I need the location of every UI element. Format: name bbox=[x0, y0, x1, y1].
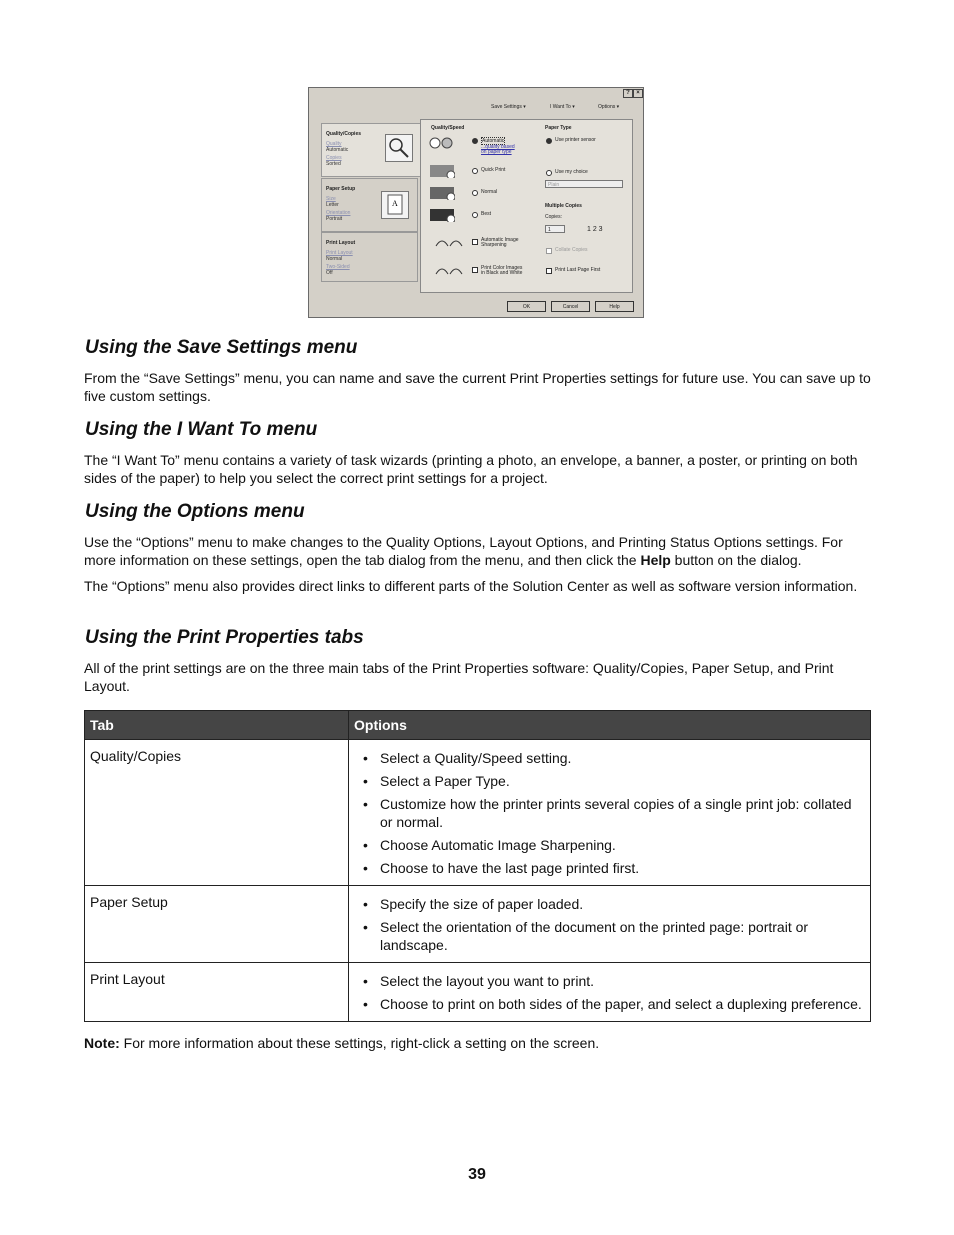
list-item: • Specify the size of paper loaded. bbox=[363, 896, 584, 912]
collate-label: Collate Copies bbox=[555, 247, 588, 253]
list-item: • Select the orientation of the document on the printed page: portrait or landscape. bbox=[363, 919, 809, 953]
i-want-to-heading: Using the I Want To menu bbox=[85, 419, 318, 440]
normal-quality-icon bbox=[429, 186, 455, 200]
black-white-icon bbox=[434, 264, 460, 278]
list-item: • Select the layout you want to print. bbox=[363, 973, 595, 989]
save-settings-heading: Using the Save Settings menu bbox=[85, 337, 358, 358]
tab-link-copies[interactable]: Copies bbox=[326, 155, 342, 161]
automatic-label: Automatic bbox=[482, 138, 505, 144]
tab-value: Letter bbox=[326, 202, 339, 208]
sharpen-checkbox[interactable] bbox=[472, 239, 478, 245]
help-emphasis: Help bbox=[640, 552, 671, 568]
table-header-options: Options bbox=[349, 711, 871, 740]
quick-print-icon bbox=[429, 164, 455, 178]
print-properties-heading: Using the Print Properties tabs bbox=[85, 627, 364, 648]
paper-type-select[interactable]: Plain bbox=[545, 180, 623, 188]
menu-save-settings[interactable]: Save Settings ▾ bbox=[491, 104, 526, 110]
table-cell-tab: Quality/Copies bbox=[85, 740, 349, 886]
tab-print-layout[interactable]: Print Layout Print Layout Normal Two-Sided Off bbox=[321, 232, 418, 282]
list-item: • Choose Automatic Image Sharpening. bbox=[363, 837, 616, 853]
list-item: • Select a Quality/Speed setting. bbox=[363, 750, 572, 766]
note-label: Note: bbox=[84, 1035, 120, 1051]
save-settings-text: From the “Save Settings” menu, you can name and save the current Print Properties settings for future use. You can save up to five custom settings. bbox=[84, 370, 871, 404]
table-row bbox=[85, 740, 871, 886]
list-item: • Choose to have the last page printed first. bbox=[363, 860, 640, 876]
dialog-titlebar bbox=[309, 88, 643, 98]
last-first-label: Print Last Page First bbox=[555, 267, 601, 273]
svg-text:A: A bbox=[392, 199, 398, 208]
menu-i-want-to[interactable]: I Want To ▾ bbox=[550, 104, 575, 110]
tab-value: Sorted bbox=[326, 161, 341, 167]
tab-value: Normal bbox=[326, 256, 343, 262]
help-button[interactable]: Help bbox=[595, 301, 634, 312]
table-cell-options bbox=[349, 740, 871, 886]
list-item: • Customize how the printer prints several copies of a single print job: collated or normal. bbox=[363, 796, 852, 830]
tab-link-two-sided[interactable]: Two-Sided bbox=[326, 264, 350, 270]
use-sensor-label: Use printer sensor bbox=[555, 137, 596, 143]
best-quality-icon bbox=[429, 208, 455, 222]
options-text-2: The “Options” menu also provides direct links to different parts of the Solution Center as well as software version information. bbox=[84, 578, 858, 594]
collate-checkbox[interactable] bbox=[546, 248, 552, 254]
tab-value: Automatic bbox=[326, 147, 349, 153]
tab-link-size[interactable]: Size bbox=[326, 196, 336, 202]
black-white-label: Print Color Images in Black and White bbox=[481, 265, 523, 276]
magnifier-icon bbox=[385, 134, 413, 162]
sharpen-label: Automatic Image Sharpening bbox=[481, 237, 519, 248]
radio-automatic[interactable] bbox=[472, 138, 478, 144]
tabs-options-table bbox=[84, 710, 871, 1022]
tab-paper-setup[interactable]: Paper Setup Size Letter Orientation Portrait A bbox=[321, 178, 418, 232]
quality-speed-heading: Quality/Speed bbox=[431, 125, 465, 131]
black-white-checkbox[interactable] bbox=[472, 267, 478, 273]
note-text bbox=[84, 1034, 874, 1052]
table-cell-tab: Print Layout bbox=[85, 963, 349, 1022]
cancel-button[interactable]: Cancel bbox=[551, 301, 590, 312]
normal-label: Normal bbox=[481, 189, 498, 195]
quick-print-label: Quick Print bbox=[481, 167, 506, 173]
best-label: Best bbox=[481, 211, 492, 217]
quality-based-link[interactable]: ...quality based on paper type bbox=[481, 144, 515, 155]
sharpen-icon bbox=[434, 236, 460, 250]
radio-best[interactable] bbox=[472, 212, 478, 218]
table-cell-options bbox=[349, 963, 871, 1022]
multiple-copies-heading: Multiple Copies bbox=[545, 203, 582, 209]
use-choice-label: Use my choice bbox=[555, 169, 588, 175]
note-body: For more information about these settings, right-click a setting on the screen. bbox=[119, 1035, 600, 1051]
list-item: • Select a Paper Type. bbox=[363, 773, 510, 789]
tab-value: Portrait bbox=[326, 216, 343, 222]
collate-icon: 1 2 3 bbox=[587, 226, 603, 233]
tab-link-orientation[interactable]: Orientation bbox=[326, 210, 351, 216]
options-text-1-start: Use the “Options” menu to make changes to the Quality Options, Layout Options, and Printing Status Options settings. For more information on these settings, open the tab dialog from the menu, and then click the bbox=[84, 534, 843, 568]
copies-input[interactable]: 1 bbox=[545, 225, 565, 233]
ok-button[interactable]: OK bbox=[507, 301, 546, 312]
last-first-checkbox[interactable] bbox=[546, 268, 552, 274]
automatic-quality-icon bbox=[429, 136, 455, 150]
close-title-button[interactable]: × bbox=[633, 89, 643, 98]
menu-options[interactable]: Options ▾ bbox=[598, 104, 620, 110]
table-row bbox=[85, 963, 871, 1022]
radio-normal[interactable] bbox=[472, 190, 478, 196]
table-row bbox=[85, 886, 871, 963]
table-cell-options bbox=[349, 886, 871, 963]
options-text-1-end: button on the dialog. bbox=[670, 552, 802, 568]
page-number: 39 bbox=[468, 1166, 486, 1183]
options-text-1 bbox=[84, 533, 874, 569]
radio-use-choice[interactable] bbox=[546, 170, 552, 176]
list-item: • Choose to print on both sides of the paper, and select a duplexing preference. bbox=[363, 996, 862, 1012]
print-properties-text: All of the print settings are on the three main tabs of the Print Properties software: Quality/Copies, Paper Setup, and Print Layout. bbox=[84, 660, 834, 694]
table-cell-tab: Paper Setup bbox=[85, 886, 349, 963]
page-icon bbox=[381, 191, 409, 219]
copies-label: Copies: bbox=[545, 214, 562, 220]
print-properties-screenshot bbox=[308, 87, 644, 318]
tab-quality-copies[interactable]: Quality/Copies Quality Automatic Copies Sorted bbox=[321, 123, 421, 177]
help-title-button[interactable]: ? bbox=[623, 89, 633, 98]
options-heading: Using the Options menu bbox=[85, 501, 305, 522]
table-header-tab: Tab bbox=[85, 711, 349, 740]
i-want-to-text: The “I Want To” menu contains a variety of task wizards (printing a photo, an envelope, a banner, a poster, or printing on both sides of the paper) to help you select the correct print settings for a project. bbox=[84, 452, 858, 486]
paper-type-heading: Paper Type bbox=[545, 125, 572, 131]
tab-link-quality[interactable]: Quality bbox=[326, 141, 342, 147]
radio-use-sensor[interactable] bbox=[546, 138, 552, 144]
radio-quick-print[interactable] bbox=[472, 168, 478, 174]
table-header-row bbox=[85, 711, 871, 740]
tab-link-layout[interactable]: Print Layout bbox=[326, 250, 353, 256]
tab-value: Off bbox=[326, 270, 333, 276]
